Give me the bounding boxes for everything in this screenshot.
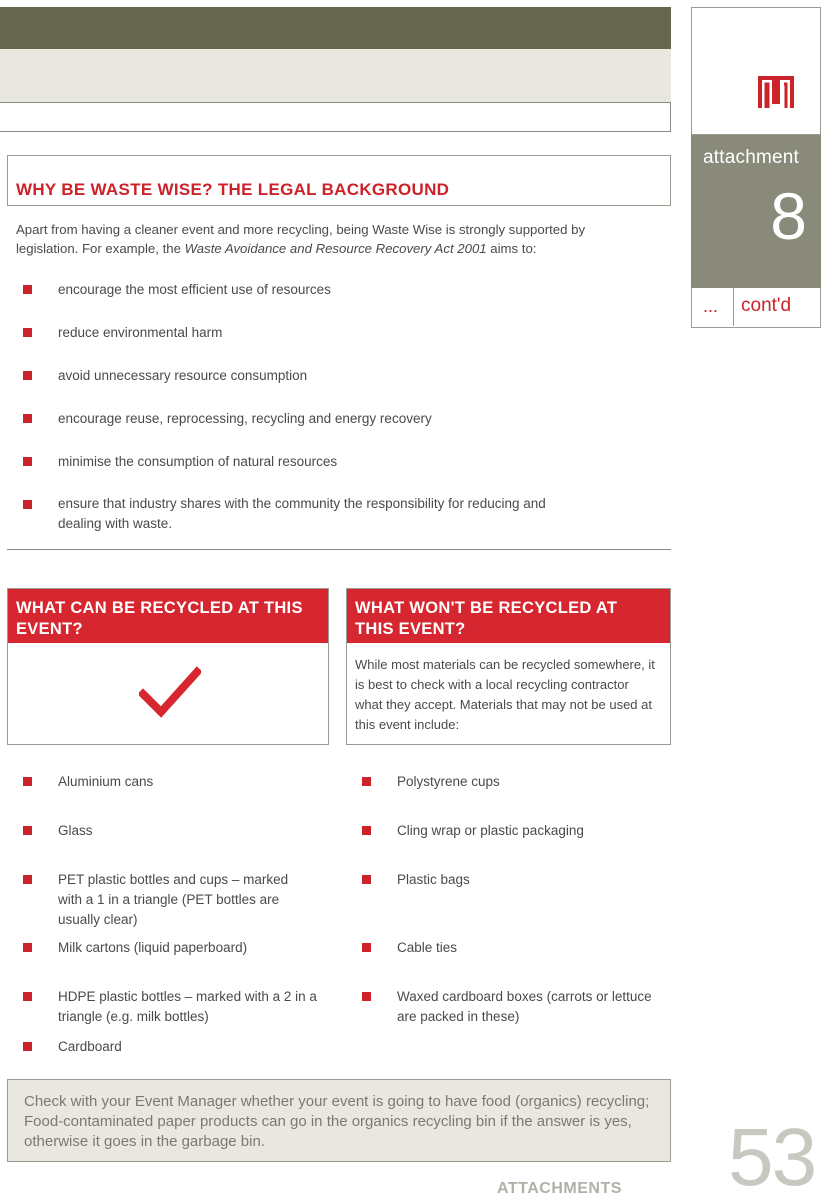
- contd-label: cont'd: [741, 295, 792, 316]
- bullet-icon: [23, 943, 32, 952]
- intro-text-1: Apart from having a cleaner event and more recycling, being Waste Wise is strongly supported by legislation. For example, the: [16, 222, 586, 256]
- bullet-icon: [23, 457, 32, 466]
- can-recycle-card: [7, 588, 329, 745]
- cannot-recycle-body: While most materials can be recycled somewhere, it is best to check with a local recycling contractor what they accept. Materials that may not be used at this event include:: [355, 657, 655, 732]
- recyclable-item: HDPE plastic bottles – marked with a 2 in a triangle (e.g. milk bottles): [58, 989, 317, 1024]
- bullet-icon: [362, 826, 371, 835]
- logo-box: [691, 7, 821, 135]
- bullet-icon: [23, 328, 32, 337]
- recyclable-item: Milk cartons (liquid paperboard): [58, 940, 248, 955]
- can-recycle-header: [8, 589, 328, 643]
- cannot-recycle-card: [346, 588, 671, 745]
- bullet-icon: [362, 875, 371, 884]
- bullet-icon: [23, 414, 32, 423]
- page-number: 53: [728, 1112, 816, 1200]
- ellipsis: ...: [703, 296, 719, 316]
- non-recyclable-item: Polystyrene cups: [397, 774, 500, 789]
- aim-item: ensure that industry shares with the community the responsibility for reducing and dealing with waste.: [58, 496, 546, 531]
- header-strip: [0, 102, 671, 132]
- aim-item: encourage the most efficient use of resources: [58, 282, 331, 297]
- header-band: [0, 49, 671, 102]
- bullet-icon: [362, 943, 371, 952]
- non-recyclable-item: Waxed cardboard boxes (carrots or lettuce are packed in these): [397, 989, 652, 1024]
- contd-divider: [733, 288, 734, 326]
- recyclable-item: PET plastic bottles and cups – marked with a 1 in a triangle (PET bottles are usually clear): [58, 872, 289, 927]
- intro-text-2: aims to:: [486, 241, 537, 256]
- recyclable-item: Aluminium cans: [58, 774, 154, 789]
- aim-item: reduce environmental harm: [58, 325, 223, 340]
- non-recyclable-item: Plastic bags: [397, 872, 470, 887]
- attachment-number: 8: [770, 179, 807, 253]
- bullet-icon: [362, 777, 371, 786]
- section-divider: [7, 549, 671, 550]
- recyclable-item: Glass: [58, 823, 93, 838]
- non-recyclable-item: Cling wrap or plastic packaging: [397, 823, 584, 838]
- bullet-icon: [23, 875, 32, 884]
- bullet-icon: [362, 992, 371, 1001]
- can-recycle-title: WHAT CAN BE RECYCLED AT THIS EVENT?: [16, 599, 303, 638]
- note-text: Check with your Event Manager whether your event is going to have food (organics) recycling; Food-contaminated paper products can go in the organics recycling bin if the answer is yes, otherwise it goes in the garbage bin.: [24, 1093, 650, 1150]
- bullet-icon: [23, 777, 32, 786]
- logo-icon: [756, 72, 796, 112]
- bullet-icon: [23, 371, 32, 380]
- non-recyclable-item: Cable ties: [397, 940, 458, 955]
- legal-intro: [16, 220, 636, 258]
- bullet-icon: [23, 992, 32, 1001]
- legal-heading-box: [7, 155, 671, 206]
- footer-section-label: ATTACHMENTS: [497, 1180, 622, 1197]
- checkmark-icon: [139, 666, 201, 720]
- act-name: Waste Avoidance and Resource Recovery Act 2001: [184, 241, 487, 256]
- attachment-label: attachment: [703, 147, 799, 168]
- attachment-panel: [691, 135, 821, 288]
- contd-box: [691, 288, 821, 328]
- aim-item: minimise the consumption of natural resources: [58, 454, 338, 469]
- legal-title: WHY BE WASTE WISE? THE LEGAL BACKGROUND: [16, 180, 450, 199]
- aim-item: avoid unnecessary resource consumption: [58, 368, 308, 383]
- aim-item: encourage reuse, reprocessing, recycling and energy recovery: [58, 411, 432, 426]
- note-box: [7, 1079, 671, 1162]
- header-bar: [0, 7, 671, 49]
- cannot-recycle-header: [347, 589, 670, 643]
- bullet-icon: [23, 826, 32, 835]
- bullet-icon: [23, 1042, 32, 1051]
- cannot-recycle-title: WHAT WON'T BE RECYCLED AT THIS EVENT?: [355, 599, 618, 638]
- bullet-icon: [23, 285, 32, 294]
- bullet-icon: [23, 500, 32, 509]
- recyclable-item: Cardboard: [58, 1039, 122, 1054]
